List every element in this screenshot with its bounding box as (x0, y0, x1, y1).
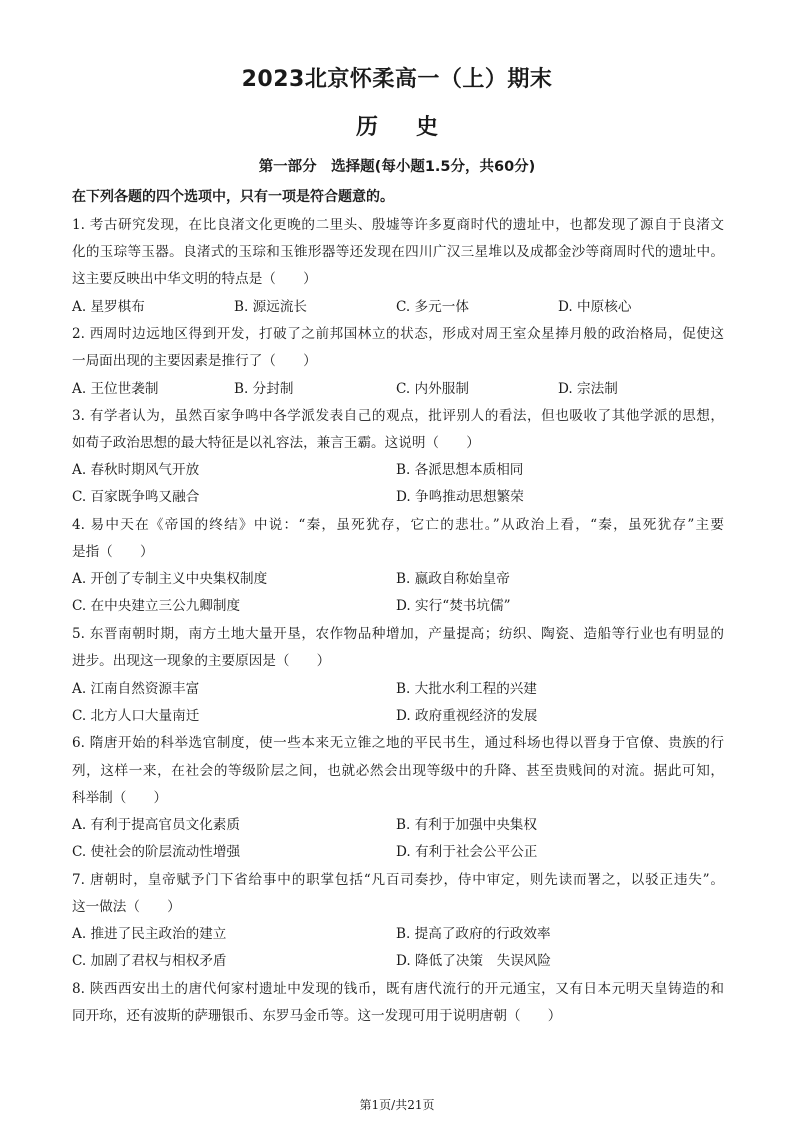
question-1-option-a: A. 星罗棋布 (72, 299, 145, 315)
question-2-line-2: 一局面出现的主要因素是推行了（ ） (72, 353, 317, 369)
question-1-option-c: C. 多元一体 (396, 299, 469, 315)
question-1-line-1: 1. 考古研究发现，在比良渚文化更晚的二里头、殷墟等许多夏商时代的遗址中，也都发现了源自于良渚文 (72, 217, 724, 233)
question-4-option-d: D. 实行“焚书坑儒” (396, 598, 511, 614)
question-7-option-b: B. 提高了政府的行政效率 (396, 926, 551, 942)
question-1-line-3: 这主要反映出中华文明的特点是（ ） (72, 271, 317, 287)
instruction-text: 在下列各题的四个选项中，只有一项是符合题意的。 (72, 189, 394, 205)
question-2-option-b: B. 分封制 (234, 381, 294, 397)
question-2-option-c: C. 内外服制 (396, 381, 469, 397)
question-4-line-1: 4. 易中天在《帝国的终结》中说：“秦，虽死犹存，它亡的悲壮。”从政治上看，“秦，虽死犹存”主要 (72, 517, 724, 533)
question-8-line-2: 同开珎，还有波斯的萨珊银币、东罗马金币等。这一发现可用于说明唐朝（ ） (72, 1008, 562, 1024)
question-3-line-2: 如荀子政治思想的最大特征是以礼容法，兼言王霸。这说明（ ） (72, 435, 480, 451)
question-2-line-1: 2. 西周时边远地区得到开发，打破了之前邦国林立的状态，形成对周王室众星捧月般的政治格局，促使这 (72, 326, 724, 342)
question-6-option-d: D. 有利于社会公平公正 (396, 844, 538, 860)
question-3-line-1: 3. 有学者认为，虽然百家争鸣中各学派发表自己的观点，批评别人的看法，但也吸收了其他学派的思想， (72, 408, 724, 424)
question-6-line-2: 列，这样一来，在社会的等级阶层之间，也就必然会出现等级中的升降、甚至贵贱间的对流。据此可知， (72, 763, 724, 779)
subject-title: 历史 (355, 115, 476, 140)
question-3-option-a: A. 春秋时期风气开放 (72, 462, 200, 478)
question-6-line-1: 6. 隋唐开始的科举选官制度，使一些本来无立锥之地的平民书生，通过科场也得以晋身于官僚、贵族的行 (72, 735, 724, 751)
question-7-line-2: 这一做法（ ） (72, 899, 181, 915)
question-1-option-b: B. 源远流长 (234, 299, 308, 315)
question-5-option-c: C. 北方人口大量南迁 (72, 708, 200, 724)
question-1-option-d: D. 中原核心 (558, 299, 632, 315)
question-3-option-b: B. 各派思想本质相同 (396, 462, 524, 478)
page-number: 第1页/共21页 (359, 1098, 435, 1112)
question-1-line-2: 化的玉琮等玉器。良渚式的玉琮和玉锥形器等还发现在四川广汉三星堆以及成都金沙等商周时代的遗址中。 (72, 244, 724, 260)
question-6-option-b: B. 有利于加强中央集权 (396, 817, 537, 833)
question-5-option-b: B. 大批水利工程的兴建 (396, 681, 537, 697)
question-7-line-1: 7. 唐朝时，皇帝赋予门下省给事中的职掌包括“凡百司奏抄，侍中审定，则先读而署之，以驳正违失”。 (72, 872, 724, 888)
question-2-option-a: A. 王位世袭制 (72, 381, 159, 397)
question-3-option-c: C. 百家既争鸣又融合 (72, 489, 200, 505)
question-4-option-a: A. 开创了专制主义中央集权制度 (72, 571, 268, 587)
question-7-option-c: C. 加剧了君权与相权矛盾 (72, 953, 227, 969)
question-6-option-a: A. 有利于提高官员文化素质 (72, 817, 240, 833)
question-7-option-d: D. 降低了决策 失误风险 (396, 953, 551, 969)
question-5-line-1: 5. 东晋南朝时期，南方土地大量开垦，农作物品种增加，产量提高；纺织、陶瓷、造船等行业也有明显的 (72, 626, 724, 642)
question-4-option-c: C. 在中央建立三公九卿制度 (72, 598, 241, 614)
question-2-option-d: D. 宗法制 (558, 381, 618, 397)
question-5-option-a: A. 江南自然资源丰富 (72, 681, 200, 697)
question-8-line-1: 8. 陕西西安出土的唐代何家村遗址中发现的钱币，既有唐代流行的开元通宝，又有日本元明天皇铸造的和 (72, 981, 724, 997)
section-heading: 第一部分 选择题(每小题1.5分，共60分) (258, 159, 536, 175)
question-4-line-2: 是指（ ） (72, 544, 154, 560)
question-4-option-b: B. 嬴政自称始皇帝 (396, 571, 510, 587)
question-6-line-3: 科举制（ ） (72, 790, 168, 806)
question-5-line-2: 进步。出现这一现象的主要原因是（ ） (72, 653, 331, 669)
exam-title: 2023北京怀柔高一（上）期末 (241, 67, 553, 92)
question-3-option-d: D. 争鸣推动思想繁荣 (396, 489, 524, 505)
question-5-option-d: D. 政府重视经济的发展 (396, 708, 538, 724)
question-7-option-a: A. 推进了民主政治的建立 (72, 926, 227, 942)
question-6-option-c: C. 使社会的阶层流动性增强 (72, 844, 241, 860)
